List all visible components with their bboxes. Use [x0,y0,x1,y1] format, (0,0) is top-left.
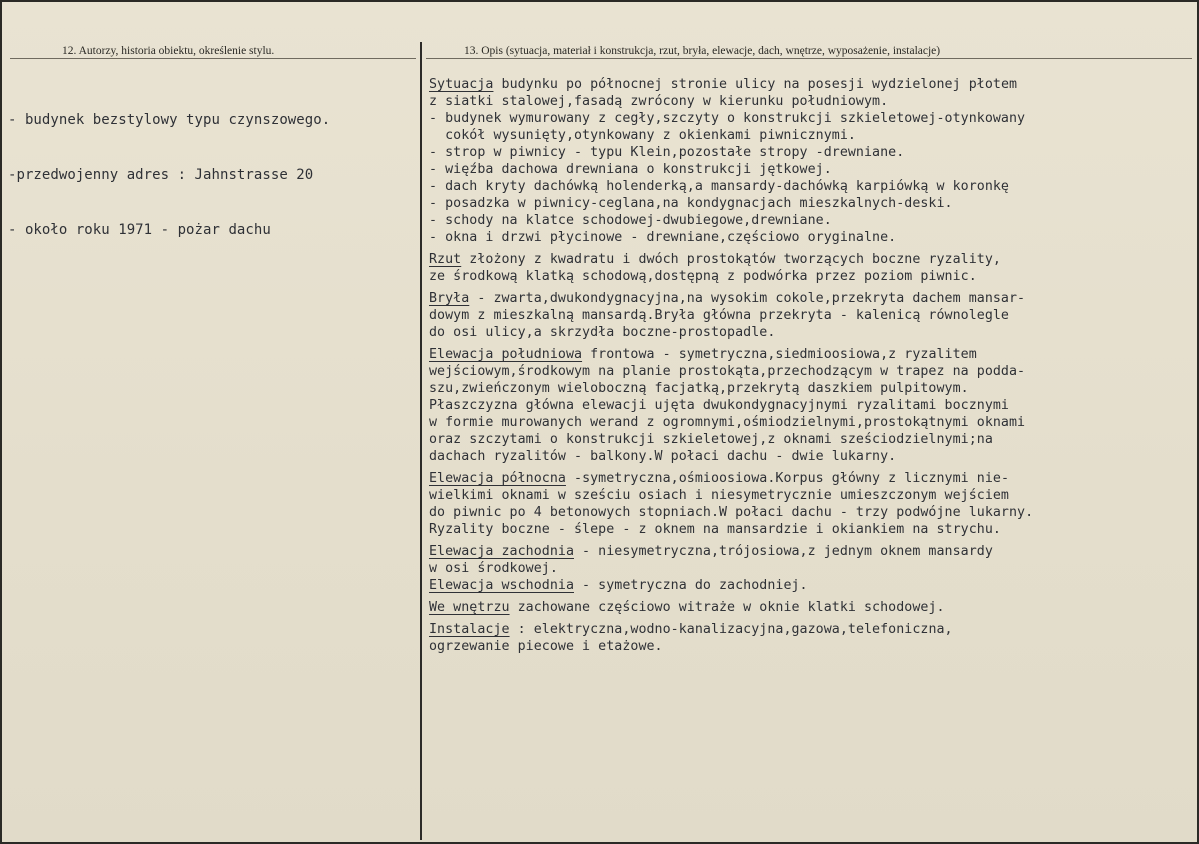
section-keyword: Sytuacja [429,77,494,92]
description-line: szu,zwieńczonym wieloboczną facjatką,przekrytą daszkiem pulpitowym. [429,381,969,396]
description-line: ze środkową klatką schodową,dostępną z podwórka przez poziom piwnic. [429,269,977,284]
history-line: - budynek bezstylowy typu czynszowego. [8,112,331,128]
description-line: Płaszczyzna główna elewacji ujęta dwukondygnacyjnymi ryzalitami bocznymi [429,398,1009,413]
description-line: wielkimi oknami w sześciu osiach i niesymetrycznie umieszczonym wejściem [429,488,1009,503]
section-keyword: Elewacja wschodnia [429,578,574,593]
right-column-header: 13. Opis (sytuacja, materiał i konstrukcja, rzut, bryła, elewacje, dach, wnętrze, wyposażenie, instalacje) [464,45,941,57]
history-text [8,73,330,276]
description-line [429,577,1193,594]
section-text: : elektryczna,wodno-kanalizacyjna,gazowa,telefoniczna, [509,622,953,637]
column-divider [420,42,422,840]
description-line [429,599,1193,616]
description-line: - dach kryty dachówką holenderką,a mansardy-dachówką karpiówką w koronkę [429,179,1009,194]
description-paragraph [429,599,1193,616]
left-column-header: 12. Autorzy, historia obiektu, określenie stylu. [62,45,275,57]
description-line: cokół wysunięty,otynkowany z okienkami piwnicznymi. [429,128,856,143]
description-line: - strop w piwnicy - typu Klein,pozostałe stropy -drewniane. [429,145,905,160]
description-line: z siatki stalowej,fasadą zwrócony w kierunku południowym. [429,94,889,109]
description-line: - budynek wymurowany z cegły,szczyty o konstrukcji szkieletowej-otynkowany [429,111,1026,126]
description-line: dachach ryzalitów - balkony.W połaci dachu - dwie lukarny. [429,449,897,464]
description-line: Ryzality boczne - ślepe - z oknem na mansardzie i okiankiem na strychu. [429,522,1001,537]
description-line: - schody na klatce schodowej-dwubiegowe,drewniane. [429,213,832,228]
description-line: - posadzka w piwnicy-ceglana,na kondygnacjach mieszkalnych-deski. [429,196,953,211]
description-line [429,290,1193,307]
description-line: - okna i drzwi płycinowe - drewniane,częściowo oryginalne. [429,230,897,245]
section-text: budynku po północnej stronie ulicy na posesji wydzielonej płotem [493,77,1018,92]
description-line: do osi ulicy,a skrzydła boczne-prostopadle. [429,325,776,340]
history-line: -przedwojenny adres : Jahnstrasse 20 [8,167,314,183]
history-line: - około roku 1971 - pożar dachu [8,222,271,238]
section-keyword: Elewacja zachodnia [429,544,574,559]
description-paragraph [429,621,1193,655]
description-line: dowym z mieszkalną mansardą.Bryła główna przekryta - kalenicą równolegle [429,308,1009,323]
description-text [429,76,1193,660]
description-line [429,346,1193,363]
section-text: złożony z kwadratu i dwóch prostokątów tworzących boczne ryzality, [461,252,1001,267]
description-line: wejściowym,środkowym na planie prostokąta,przechodzącym w trapez na podda- [429,364,1026,379]
description-paragraph [429,470,1193,538]
description-paragraph [429,577,1193,594]
description-line [429,543,1193,560]
description-paragraph [429,346,1193,465]
section-text: -symetryczna,ośmioosiowa.Korpus główny z licznymi nie- [565,471,1009,486]
right-header-rule [426,58,1192,59]
section-keyword: We wnętrzu [429,600,510,615]
description-paragraph [429,543,1193,577]
description-line [429,470,1193,487]
section-keyword: Elewacja północna [429,471,566,486]
section-text: - niesymetryczna,trójosiowa,z jednym oknem mansardy [574,544,993,559]
description-line: oraz szczytami o konstrukcji szkieletowej,z oknami sześciodzielnymi;na [429,432,993,447]
description-paragraph [429,76,1193,246]
description-line: ogrzewanie piecowe i etażowe. [429,639,663,654]
description-line: w formie murowanych werand z ogromnymi,ośmiodzielnymi,prostokątnymi oknami [429,415,1026,430]
left-header-rule [10,58,416,59]
description-line [429,76,1193,93]
description-line: do piwnic po 4 betonowych stopniach.W połaci dachu - trzy podwójne lukarny. [429,505,1034,520]
section-text: zachowane częściowo witraże w oknie klatki schodowej. [509,600,945,615]
description-paragraph [429,290,1193,341]
description-line: w osi środkowej. [429,561,558,576]
section-text: - symetryczna do zachodniej. [574,578,808,593]
section-keyword: Rzut [429,252,462,267]
description-line: - więźba dachowa drewniana o konstrukcji jętkowej. [429,162,832,177]
description-paragraph [429,251,1193,285]
section-text: - zwarta,dwukondygnacyjna,na wysokim cokole,przekryta dachem mansar- [469,291,1026,306]
section-keyword: Instalacje [429,622,510,637]
section-keyword: Bryła [429,291,470,306]
description-line [429,621,1193,638]
section-keyword: Elewacja południowa [429,347,583,362]
description-line [429,251,1193,268]
section-text: frontowa - symetryczna,siedmioosiowa,z ryzalitem [582,347,977,362]
